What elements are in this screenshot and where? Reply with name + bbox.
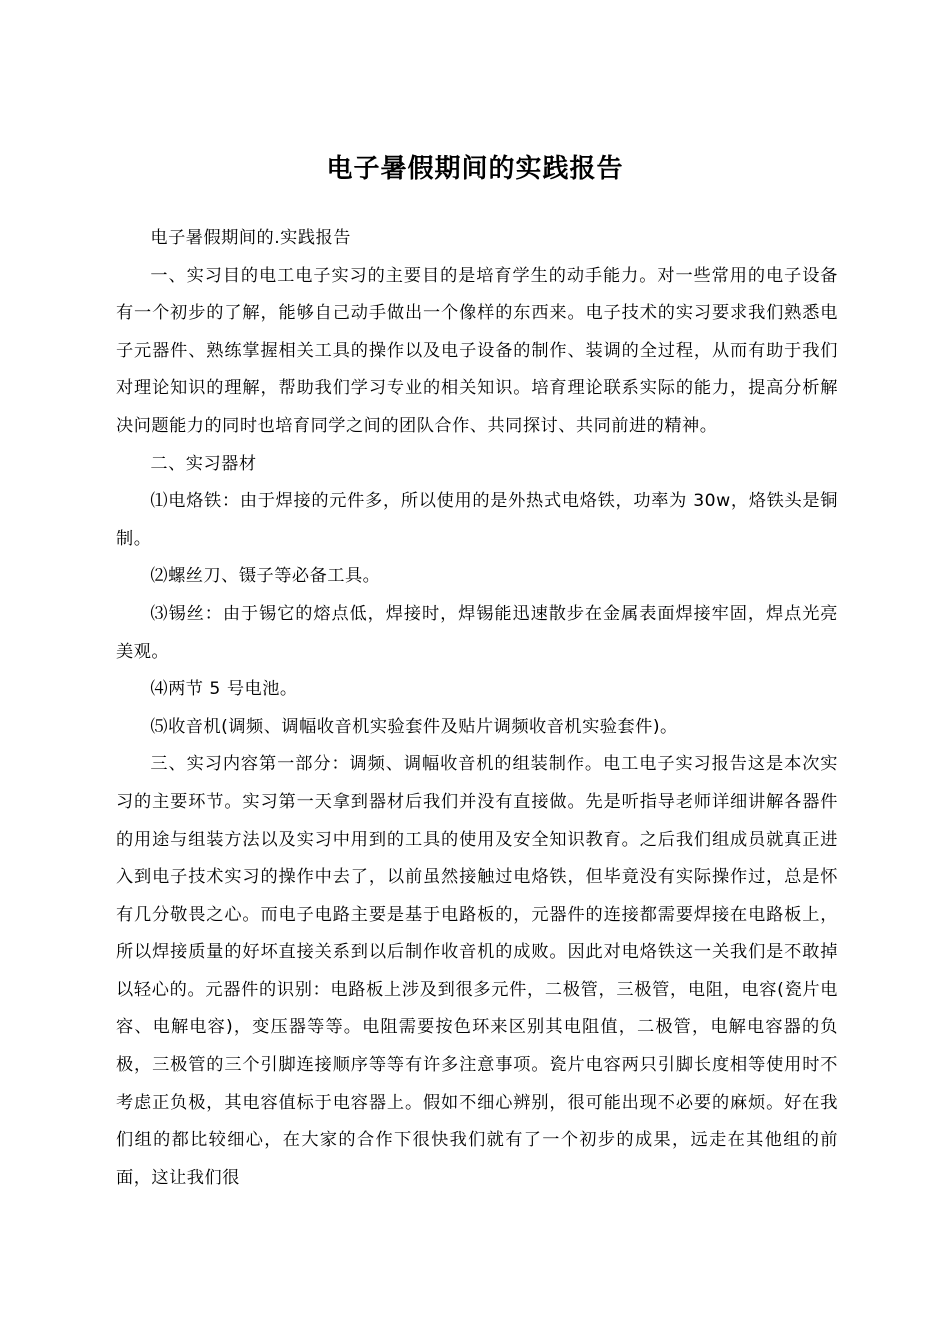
document-title: 电子暑假期间的实践报告 [326,154,624,185]
paragraph-purpose: 一、实习目的电工电子实习的主要目的是培育学生的动手能力。对一些常用的电子设备有一个初步的了解，能够自己动手做出一个像样的东西来。电子技术的实习要求我们熟悉电子元器件、熟练掌握相关工具的操作以及电子设备的制作、装调的全过程，从而有助于我们对理论知识的理解，帮助我们学习专业的相关知识。培育理论联系实际的能力，提高分析解决问题能力的同时也培育同学之间的团队合作、共同探讨、共同前进的精神。 [116,265,838,436]
document-body [116,220,838,1197]
paragraph-equipment-item: ⑸收音机(调频、调幅收音机实验套件及贴片调频收音机实验套件)。 [150,716,678,737]
paragraph-equipment-item: ⑴电烙铁：由于焊接的元件多，所以使用的是外热式电烙铁，功率为 30w，烙铁头是铜制。 [116,491,838,549]
paragraph-content: 三、实习内容第一部分：调频、调幅收音机的组装制作。电工电子实习报告这是本次实习的主要环节。实习第一天拿到器材后我们并没有直接做。先是听指导老师详细讲解各器件的用途与组装方法以及实习中用到的工具的使用及安全知识教育。之后我们组成员就真正进入到电子技术实习的操作中去了，以前虽然接触过电烙铁，但毕竟没有实际操作过，总是怀有几分敬畏之心。而电子电路主要是基于电路板的，元器件的连接都需要焊接在电路板上，所以焊接质量的好坏直接关系到以后制作收音机的成败。因此对电烙铁这一关我们是不敢掉以轻心的。元器件的识别：电路板上涉及到很多元件，二极管，三极管，电阻，电容(瓷片电容、电解电容)，变压器等等。电阻需要按色环来区别其电阻值，二极管，电解电容器的负极，三极管的三个引脚连接顺序等等有许多注意事项。瓷片电容两只引脚长度相等使用时不考虑正负极，其电容值标于电容器上。假如不细心辨别，很可能出现不必要的麻烦。好在我们组的都比较细心，在大家的合作下很快我们就有了一个初步的成果，远走在其他组的前面，这让我们很 [116,754,838,1188]
paragraph-equipment-item: ⑷两节 5 号电池。 [150,679,298,700]
paragraph-equipment-heading: 二、实习器材 [150,453,257,474]
paragraph-equipment-item: ⑶锡丝：由于锡它的熔点低，焊接时，焊锡能迅速散步在金属表面焊接牢固，焊点光亮美观。 [116,603,838,662]
paragraph-subtitle: 电子暑假期间的.实践报告 [150,228,351,248]
paragraph-equipment-item: ⑵螺丝刀、镊子等必备工具。 [150,566,381,587]
